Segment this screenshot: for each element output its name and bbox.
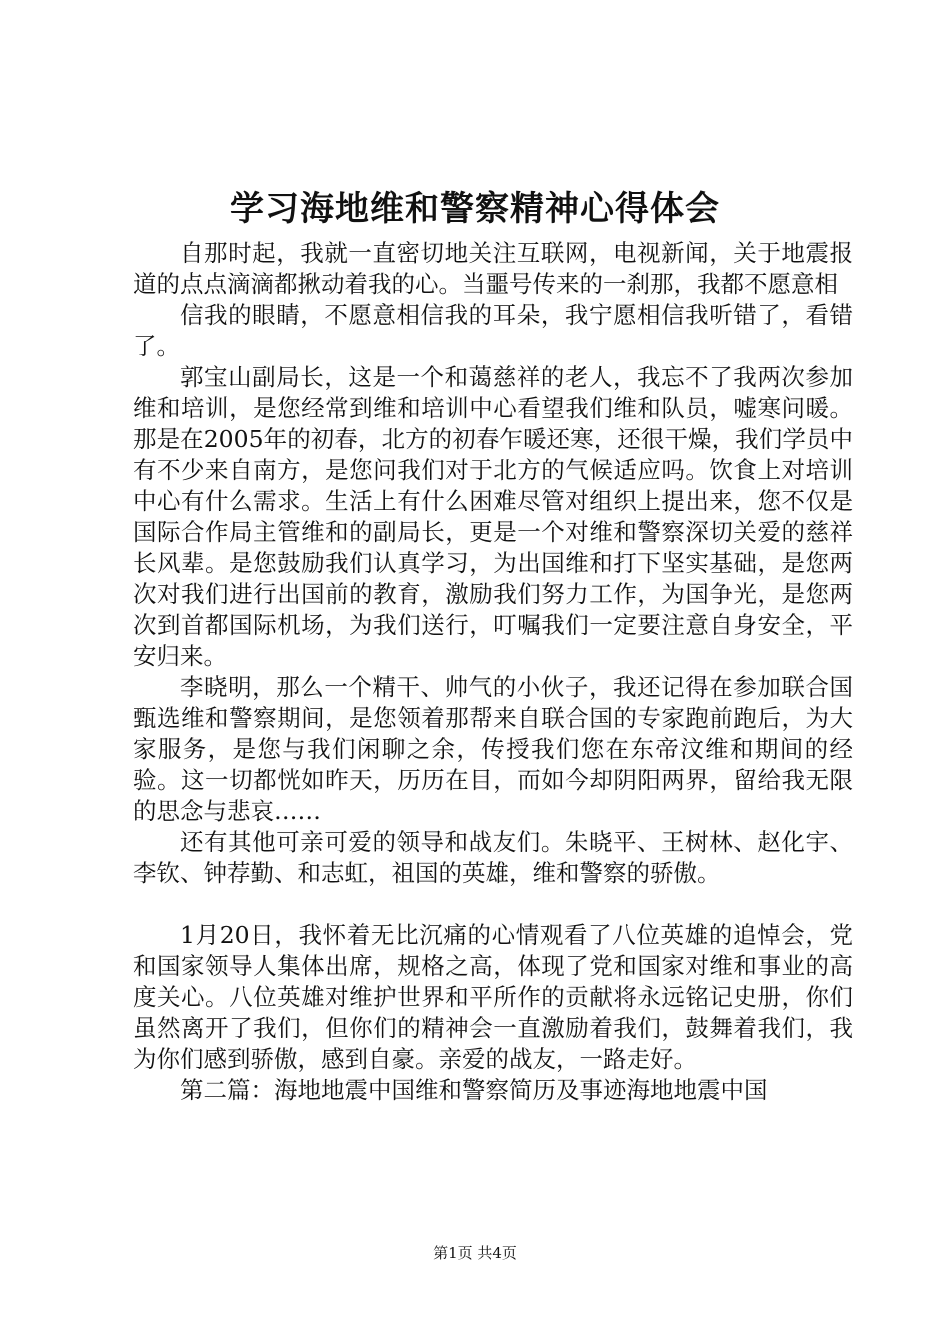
- document-body: [133, 238, 853, 1106]
- paragraph-2: 信我的眼睛，不愿意相信我的耳朵，我宁愿相信我听错了，看错了。: [133, 301, 853, 360]
- paragraph-7: 第二篇：海地地震中国维和警察简历及事迹海地地震中国: [180, 1076, 768, 1104]
- paragraph-gap: [133, 889, 853, 920]
- paragraph-6: 1月20日，我怀着无比沉痛的心情观看了八位英雄的追悼会，党和国家领导人集体出席，规格之高，体现了党和国家对维和事业的高度关心。八位英雄对维护世界和平所作的贡献将永远铭记史册，你们虽然离开了我们，但你们的精神会一直激励着我们，鼓舞着我们，我为你们感到骄傲，感到自豪。亲爱的战友，一路走好。: [133, 921, 853, 1073]
- paragraph-3: 郭宝山副局长，这是一个和蔼慈祥的老人，我忘不了我两次参加维和培训，是您经常到维和培训中心看望我们维和队员，嘘寒问暖。那是在2005年的初春，北方的初春乍暖还寒，还很干燥，我们学员中有不少来自南方，是您问我们对于北方的气候适应吗。饮食上对培训中心有什么需求。生活上有什么困难尽管对组织上提出来，您不仅是国际合作局主管维和的副局长，更是一个对维和警察深切关爱的慈祥长风辈。是您鼓励我们认真学习，为出国维和打下坚实基础，是您两次对我们进行出国前的教育，激励我们努力工作，为国争光，是您两次到首都国际机场，为我们送行，叮嘱我们一定要注意自身安全，平安归来。: [133, 363, 853, 670]
- page-number-footer: 第1页 共4页: [433, 1244, 517, 1262]
- document-title: 学习海地维和警察精神心得体会: [230, 189, 720, 229]
- paragraph-4: 李晓明，那么一个精干、帅气的小伙子，我还记得在参加联合国甄选维和警察期间，是您领着那帮来自联合国的专家跑前跑后，为大家服务，是您与我们闲聊之余，传授我们您在东帝汶维和期间的经验。这一切都恍如昨天，历历在目，而如今却阴阳两界，留给我无限的思念与悲哀……: [133, 673, 853, 825]
- paragraph-1: 自那时起，我就一直密切地关注互联网，电视新闻，关于地震报道的点点滴滴都揪动着我的心。当噩号传来的一刹那，我都不愿意相: [133, 239, 853, 298]
- paragraph-5: 还有其他可亲可爱的领导和战友们。朱晓平、王树林、赵化宇、李钦、钟荐勤、和志虹，祖国的英雄，维和警察的骄傲。: [133, 828, 853, 887]
